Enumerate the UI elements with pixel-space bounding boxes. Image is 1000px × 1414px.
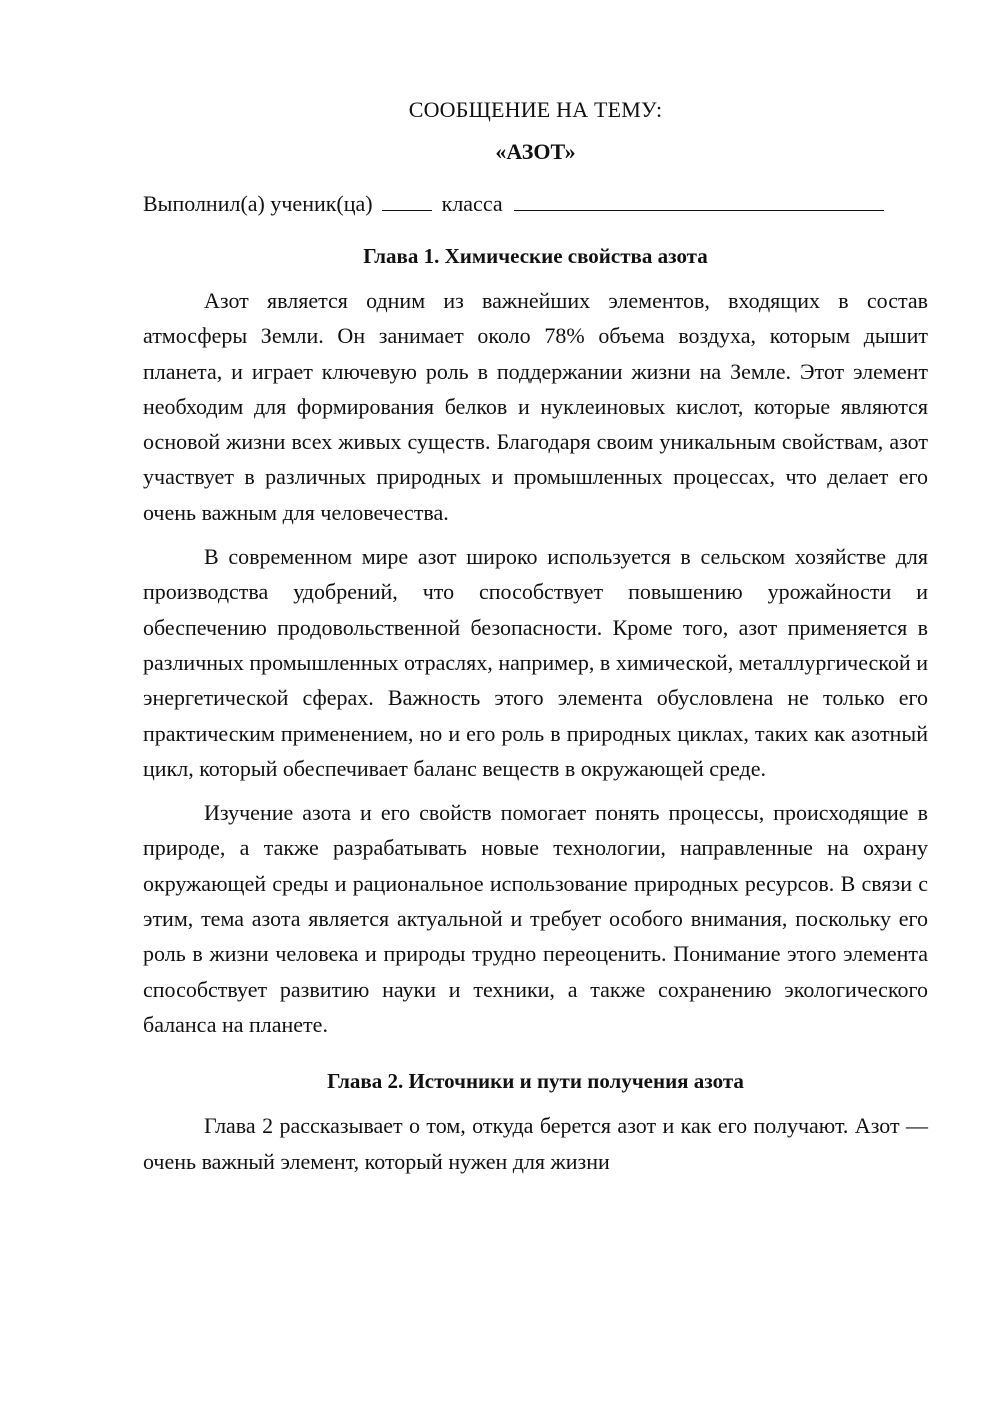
- chapter-1: [143, 239, 928, 1042]
- class-word: класса: [441, 191, 503, 216]
- document-title: «АЗОТ»: [495, 139, 576, 164]
- class-number-blank: [382, 190, 432, 211]
- paragraph: В современном мире азот широко используется в сельском хозяйстве для производства удобрений, что способствует повышению урожайности и обеспечению продовольственной безопасности. Кроме того, азот применяется в различных промышленных отраслях, например, в химической, металлургической и энергетической сферах. Важность этого элемента обусловлена не только его практическим применением, но и его роль в природных циклах, таких как азотный цикл, который обеспечивает баланс веществ в окружающей среде.: [143, 544, 928, 781]
- document-topic: СООБЩЕНИЕ НА ТЕМУ:: [408, 97, 663, 122]
- chapter-heading: Глава 2. Источники и пути получения азота: [327, 1069, 744, 1094]
- paragraph: Азот является одним из важнейших элементов, входящих в состав атмосферы Земли. Он занимает около 78% объема воздуха, которым дышит планета, и играет ключевую роль в поддержании жизни на Земле. Этот элемент необходим для формирования белков и нуклеиновых кислот, которые являются основой жизни всех живых существ. Благодаря своим уникальным свойствам, азот участвует в различных природных и промышленных процессах, что делает его очень важным для человечества.: [143, 288, 928, 525]
- author-name-blank: [514, 190, 884, 211]
- paragraph: Изучение азота и его свойств помогает понять процессы, происходящие в природе, а также разрабатывать новые технологии, направленные на охрану окружающей среды и рациональное использование природных ресурсов. В связи с этим, тема азота является актуальной и требует особого внимания, поскольку его роль в жизни человека и природы трудно переоценить. Понимание этого элемента способствует развитию науки и техники, а также сохранению экологического баланса на планете.: [143, 800, 928, 1037]
- author-prefix: Выполнил(а) ученик(ца): [143, 191, 373, 216]
- paragraph: Глава 2 рассказывает о том, откуда берется азот и как его получают. Азот — очень важный элемент, который нужен для жизни: [143, 1113, 928, 1174]
- chapter-2: [143, 1064, 928, 1179]
- author-line: [143, 187, 928, 221]
- chapter-heading: Глава 1. Химические свойства азота: [363, 244, 708, 268]
